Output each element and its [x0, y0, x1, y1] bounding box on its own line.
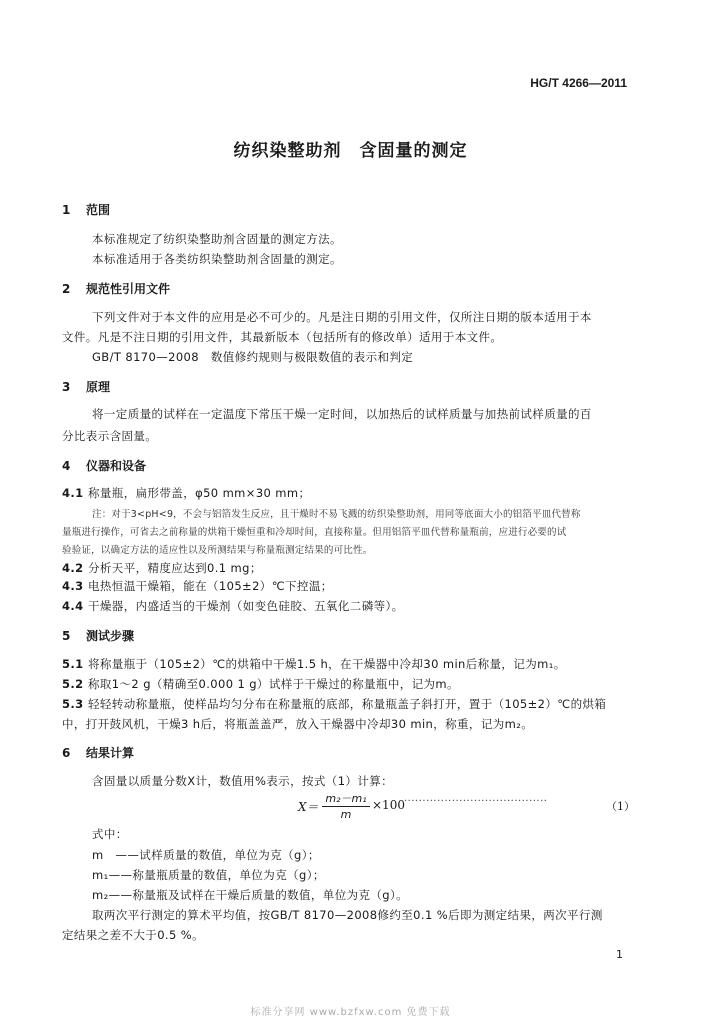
variable-definition: m₂——称量瓶及试样在干燥后质量的数值，单位为克（g）。 [92, 888, 409, 902]
section-heading-apparatus [62, 457, 146, 474]
paragraph: 文件。凡是不注日期的引用文件，其最新版本（包括所有的修改单）适用于本文件。 [62, 330, 503, 344]
paragraph: 下列文件对于本文件的应用是必不可少的。凡是注日期的引用文件，仅所注日期的版本适用于本 [92, 310, 592, 324]
note-text: 注：对于3<pH<9，不会与铝箔发生反应，且干燥时不易飞溅的纺织染整助剂，用同等底面大小的铝箔平皿代替称 [92, 509, 581, 520]
clause-number: 4.1 [62, 486, 84, 500]
section-heading-principle [62, 378, 110, 395]
clause-text: 称量瓶，扁形带盖，φ50 mm×30 mm； [88, 486, 311, 500]
clause-number: 4.4 [62, 599, 84, 613]
watermark-footer: 标准分享网 www.bzfxw.com 免费下载 [250, 1007, 451, 1018]
page-number: 1 [616, 948, 623, 961]
paragraph: 本标准规定了纺织染整助剂含固量的测定方法。 [92, 232, 342, 246]
section-heading-scope [62, 201, 110, 218]
clause-5-3 [62, 696, 606, 712]
clause-number: 5.3 [62, 697, 84, 711]
document-number: HG/T 4266—2011 [530, 76, 627, 90]
section-heading-normative-references [62, 280, 170, 297]
section-number: 1 [62, 203, 71, 217]
clause-4-1 [62, 485, 310, 501]
clause-number: 5.2 [62, 677, 84, 691]
clause-4-3 [62, 578, 333, 594]
paragraph: 取两次平行测定的算术平均值，按GB/T 8170—2008修约至0.1 %后即为测定结果，两次平行测 [92, 908, 603, 922]
variable-definition: m ——试样质量的数值，单位为克（g）； [92, 848, 320, 862]
clause-number: 4.3 [62, 579, 84, 593]
paragraph: 本标准适用于各类纺织染整助剂含固量的测定。 [92, 252, 342, 266]
section-title: 仪器和设备 [86, 459, 147, 473]
section-title: 原理 [86, 380, 111, 394]
note-text: 量瓶进行操作，可省去之前称量的烘箱干燥恒重和冷却时间，直接称量。但用铝箔平皿代替称量瓶前，应进行必要的试 [62, 527, 567, 538]
section-title: 测试步骤 [86, 629, 135, 643]
clause-5-2 [62, 676, 459, 692]
clause-text: 将称量瓶于（105±2）℃的烘箱中干燥1.5 h，在干燥器中冷却30 min后称量，记为m₁。 [88, 657, 566, 671]
clause-text: 称取1～2 g（精确至0.000 1 g）试样于干燥过的称量瓶中，记为m。 [88, 677, 459, 691]
clause-text: 电热恒温干燥箱，能在（105±2）℃下控温； [88, 579, 333, 593]
section-number: 3 [62, 380, 71, 394]
reference-item: GB/T 8170—2008 数值修约规则与极限数值的表示和判定 [92, 350, 414, 364]
paragraph: 含固量以质量分数X计，数值用%表示，按式（1）计算： [92, 774, 394, 788]
clause-text: 干燥器，内盛适当的干燥剂（如变色硅胶、五氧化二磷等）。 [88, 599, 404, 613]
variable-definition: m₁——称量瓶质量的数值，单位为克（g）； [92, 868, 325, 882]
formula-lhs: X＝ [298, 800, 319, 814]
section-title: 范围 [86, 203, 111, 217]
page-title: 纺织染整助剂 含固量的测定 [233, 141, 468, 161]
paragraph: 定结果之差不大于0.5 %。 [62, 928, 204, 942]
section-number: 2 [62, 282, 71, 296]
clause-number: 4.2 [62, 561, 84, 575]
paragraph: 分比表示含固量。 [62, 429, 158, 443]
formula-denominator: m [340, 808, 352, 821]
clause-text-continued: 中，打开鼓风机，干燥3 h后，将瓶盖盖严，放入干燥器中冷却30 min，称重，记为m₂。 [62, 717, 534, 731]
formula-rhs: ×100 [372, 798, 405, 812]
clause-4-2 [62, 560, 262, 576]
fraction-bar [322, 806, 370, 807]
section-number: 5 [62, 629, 71, 643]
section-title: 结果计算 [86, 746, 135, 760]
clause-5-1 [62, 656, 566, 672]
note-text: 验验证，以确定方法的适应性以及所测结果与称量瓶测定结果的可比性。 [62, 545, 373, 556]
section-title: 规范性引用文件 [86, 282, 171, 296]
formula-number: （1） [606, 800, 635, 813]
section-heading-procedure [62, 627, 134, 644]
section-number: 4 [62, 459, 71, 473]
clause-4-4 [62, 598, 404, 614]
clause-text: 分析天平，精度应达到0.1 mg； [88, 561, 262, 575]
clause-number: 5.1 [62, 657, 84, 671]
section-heading-calculation [62, 744, 134, 761]
section-number: 6 [62, 746, 71, 760]
clause-text: 轻轻转动称量瓶，使样品均匀分布在称量瓶的底部，称量瓶盖子斜打开，置于（105±2）℃的烘箱 [88, 697, 607, 711]
paragraph: 将一定质量的试样在一定温度下常压干燥一定时间，以加热后的试样质量与加热前试样质量的百 [92, 407, 592, 421]
formula-numerator: m₂－m₁ [325, 792, 367, 805]
where-label: 式中： [92, 827, 128, 841]
formula-leader-dots: ······································· [404, 796, 548, 807]
